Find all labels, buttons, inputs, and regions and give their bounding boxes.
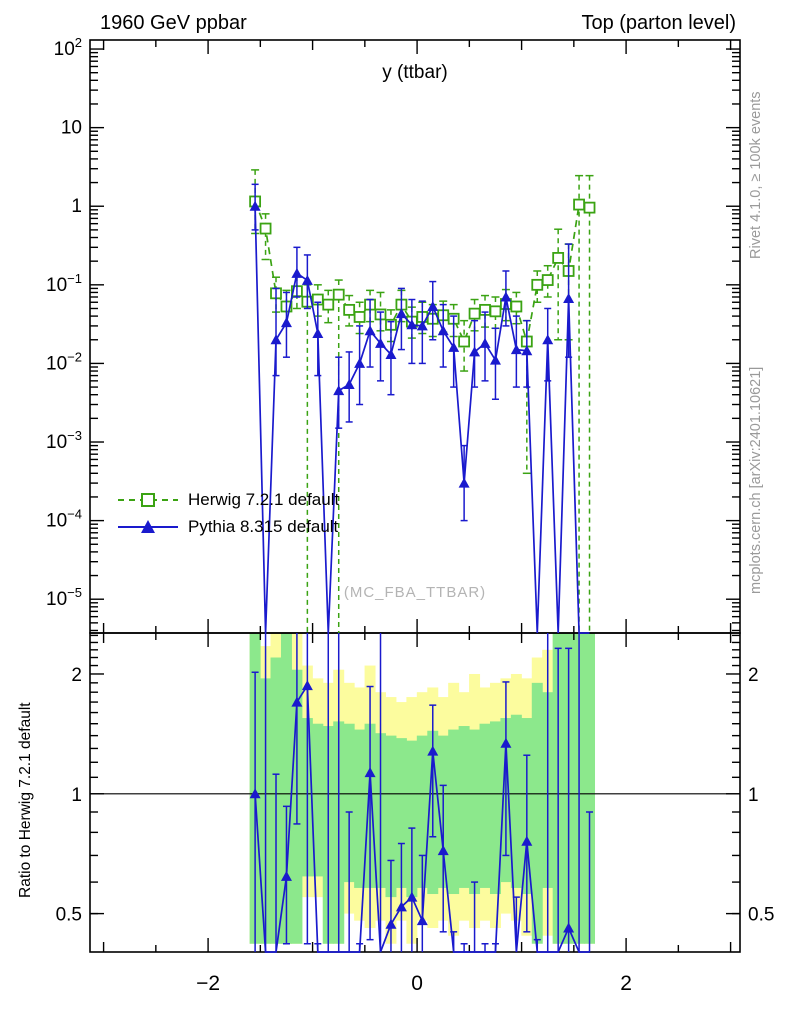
- svg-text:1: 1: [748, 784, 759, 806]
- mcplots-citation-label: mcplots.cern.ch [arXiv:2401.10621]: [748, 366, 764, 594]
- herwig-series: [250, 170, 594, 633]
- svg-text:0.5: 0.5: [748, 904, 775, 926]
- svg-text:2: 2: [71, 664, 82, 686]
- svg-text:10−5: $10^{-5}$: [46, 585, 82, 611]
- legend-item-pythia: [116, 513, 339, 540]
- svg-text:1: 1: [71, 784, 82, 806]
- ratio-axis-label: Ratio to Herwig 7.2.1 default: [17, 702, 34, 898]
- svg-text:1: 1: [71, 196, 82, 218]
- svg-text:102: $10^2$: [53, 35, 82, 61]
- svg-text:10−4: $10^{-4}$: [46, 506, 82, 532]
- observable-title: y (ttbar): [382, 62, 448, 83]
- svg-text:10−2: $10^{-2}$: [46, 349, 82, 375]
- svg-text:2: 2: [620, 972, 632, 995]
- legend-item-herwig: [116, 486, 339, 513]
- svg-text:2: 2: [748, 664, 759, 686]
- rivet-version-label: Rivet 4.1.0, ≥ 100k events: [748, 91, 764, 259]
- svg-text:10−3: $10^{-3}$: [46, 428, 82, 454]
- analysis-watermark: (MC_FBA_TTBAR): [343, 584, 487, 601]
- legend: [116, 486, 339, 540]
- svg-text:10−1: $10^{-1}$: [46, 270, 82, 296]
- herwig-marker-icon: [116, 491, 180, 509]
- beam-energy-title: 1960 GeV ppbar: [100, 12, 247, 34]
- legend-label-herwig: Herwig 7.2.1 default: [188, 489, 340, 509]
- pythia-marker-icon: [116, 518, 180, 536]
- pythia-series: [250, 184, 590, 633]
- svg-text:−2: −2: [196, 972, 221, 995]
- svg-text:10: 10: [60, 117, 82, 139]
- analysis-title: Top (parton level): [581, 12, 736, 34]
- svg-text:0.5: 0.5: [55, 904, 82, 926]
- legend-label-pythia: Pythia 8.315 default: [188, 516, 339, 536]
- svg-text:0: 0: [411, 972, 423, 995]
